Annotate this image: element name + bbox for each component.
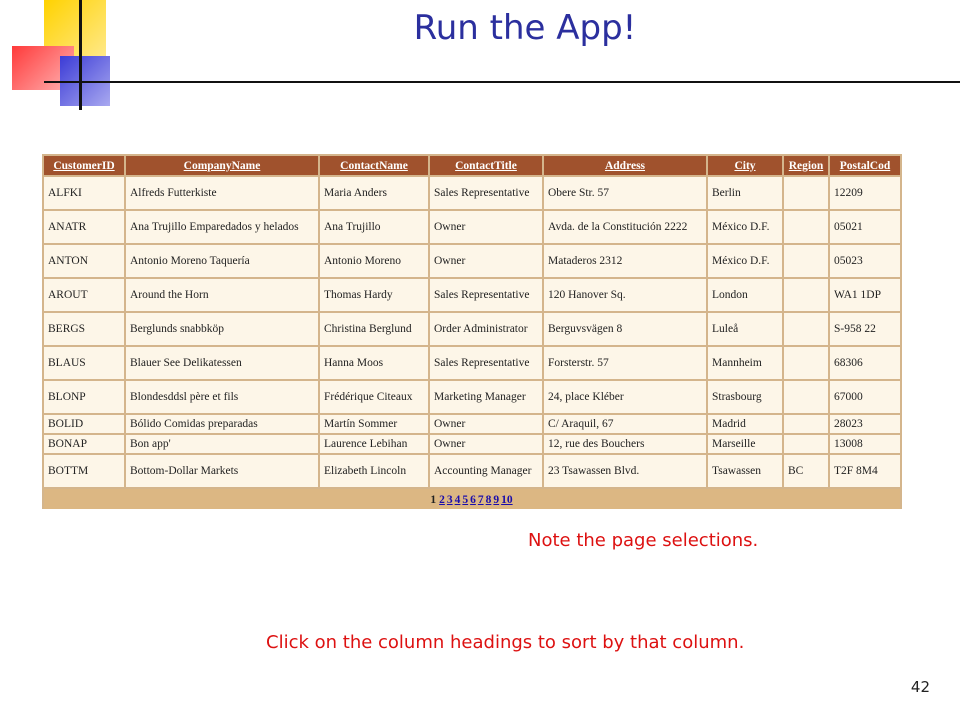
pager-link-page[interactable]: 6 [470, 494, 476, 506]
cell-contactname: Martín Sommer [320, 415, 428, 433]
cell-companyname: Blondesddsl père et fils [126, 381, 318, 413]
pager-link-page[interactable]: 9 [493, 494, 500, 506]
cell-contactname: Hanna Moos [320, 347, 428, 379]
cell-customerid: BOLID [44, 415, 124, 433]
cell-customerid: ANTON [44, 245, 124, 277]
table-row [44, 455, 900, 487]
column-header-contactname[interactable]: ContactName [320, 156, 428, 175]
column-header-contacttitle[interactable]: ContactTitle [430, 156, 542, 175]
cell-contacttitle: Owner [430, 245, 542, 277]
cell-region: BC [784, 455, 828, 487]
cell-contacttitle: Owner [430, 415, 542, 433]
cell-city: México D.F. [708, 211, 782, 243]
cell-companyname: Around the Horn [126, 279, 318, 311]
cell-contacttitle: Accounting Manager [430, 455, 542, 487]
cell-postalcod: 05023 [830, 245, 900, 277]
cell-postalcod: T2F 8M4 [830, 455, 900, 487]
cell-region [784, 381, 828, 413]
cell-customerid: ANATR [44, 211, 124, 243]
cell-companyname: Ana Trujillo Emparedados y helados [126, 211, 318, 243]
cell-contacttitle: Owner [430, 211, 542, 243]
cell-contactname: Frédérique Citeaux [320, 381, 428, 413]
cell-region [784, 415, 828, 433]
cell-address: Forsterstr. 57 [544, 347, 706, 379]
cell-contacttitle: Owner [430, 435, 542, 453]
cell-address: Obere Str. 57 [544, 177, 706, 209]
table-row [44, 177, 900, 209]
cell-address: Mataderos 2312 [544, 245, 706, 277]
cell-city: México D.F. [708, 245, 782, 277]
pager-link-page[interactable]: 10 [501, 494, 513, 506]
cell-region [784, 279, 828, 311]
table-row [44, 313, 900, 345]
cell-region [784, 245, 828, 277]
cell-city: Berlin [708, 177, 782, 209]
column-header-address[interactable]: Address [544, 156, 706, 175]
cell-customerid: BLAUS [44, 347, 124, 379]
cell-customerid: BLONP [44, 381, 124, 413]
cell-contacttitle: Sales Representative [430, 347, 542, 379]
table-row [44, 415, 900, 433]
note-page-selections: Note the page selections. [528, 530, 759, 551]
cell-contacttitle: Sales Representative [430, 279, 542, 311]
pager-link-page[interactable]: 7 [477, 494, 484, 506]
pager-row [44, 489, 900, 509]
cell-contacttitle: Sales Representative [430, 177, 542, 209]
column-header-customerid[interactable]: CustomerID [44, 156, 124, 175]
cell-contactname: Antonio Moreno [320, 245, 428, 277]
title-divider [44, 81, 960, 83]
cell-contacttitle: Order Administrator [430, 313, 542, 345]
cell-postalcod: 12209 [830, 177, 900, 209]
table-row [44, 435, 900, 453]
cell-region [784, 347, 828, 379]
cell-region [784, 177, 828, 209]
pager-link-page[interactable]: 2 [439, 494, 445, 506]
cell-contactname: Laurence Lebihan [320, 435, 428, 453]
cell-city: Luleå [708, 313, 782, 345]
pager-link-page[interactable]: 5 [462, 494, 469, 506]
cell-contacttitle: Marketing Manager [430, 381, 542, 413]
pager-link-page[interactable]: 3 [446, 494, 453, 506]
column-header-region[interactable]: Region [784, 156, 828, 175]
customer-grid [42, 154, 921, 509]
pager-link-page[interactable]: 4 [454, 494, 461, 506]
cell-region [784, 211, 828, 243]
cell-customerid: BERGS [44, 313, 124, 345]
cell-address: Avda. de la Constitución 2222 [544, 211, 706, 243]
cell-city: Madrid [708, 415, 782, 433]
cell-address: Berguvsvägen 8 [544, 313, 706, 345]
table-row [44, 211, 900, 243]
cell-companyname: Antonio Moreno Taquería [126, 245, 318, 277]
cell-address: 12, rue des Bouchers [544, 435, 706, 453]
cell-city: London [708, 279, 782, 311]
note-column-sorting: Click on the column headings to sort by that column. [266, 632, 745, 653]
table-body [44, 177, 900, 509]
column-header-city[interactable]: City [708, 156, 782, 175]
cell-companyname: Blauer See Delikatessen [126, 347, 318, 379]
cell-postalcod: S-958 22 [830, 313, 900, 345]
pager-link-page[interactable]: 8 [485, 494, 492, 506]
slide-page-number: 42 [910, 678, 930, 696]
cell-city: Tsawassen [708, 455, 782, 487]
cell-address: C/ Araquil, 67 [544, 415, 706, 433]
cell-contactname: Thomas Hardy [320, 279, 428, 311]
cell-customerid: AROUT [44, 279, 124, 311]
cell-contactname: Christina Berglund [320, 313, 428, 345]
cell-city: Mannheim [708, 347, 782, 379]
cell-city: Strasbourg [708, 381, 782, 413]
cell-contactname: Elizabeth Lincoln [320, 455, 428, 487]
cell-postalcod: WA1 1DP [830, 279, 900, 311]
cell-region [784, 313, 828, 345]
cell-postalcod: 67000 [830, 381, 900, 413]
cell-customerid: ALFKI [44, 177, 124, 209]
cell-companyname: Berglunds snabbköp [126, 313, 318, 345]
cell-city: Marseille [708, 435, 782, 453]
table-header-row [44, 156, 900, 175]
pager-current-page: 1 [430, 494, 437, 506]
cell-postalcod: 13008 [830, 435, 900, 453]
cell-address: 24, place Kléber [544, 381, 706, 413]
table-row [44, 245, 900, 277]
cell-companyname: Bólido Comidas preparadas [126, 415, 318, 433]
cell-companyname: Alfreds Futterkiste [126, 177, 318, 209]
cell-companyname: Bon app' [126, 435, 318, 453]
cell-address: 23 Tsawassen Blvd. [544, 455, 706, 487]
cell-address: 120 Hanover Sq. [544, 279, 706, 311]
pager [44, 489, 900, 509]
cell-contactname: Ana Trujillo [320, 211, 428, 243]
cell-postalcod: 28023 [830, 415, 900, 433]
column-header-postalcod[interactable]: PostalCod [830, 156, 900, 175]
table-row [44, 347, 900, 379]
slide-title: Run the App! [413, 8, 637, 48]
cell-customerid: BOTTM [44, 455, 124, 487]
cell-contactname: Maria Anders [320, 177, 428, 209]
cell-region [784, 435, 828, 453]
cell-customerid: BONAP [44, 435, 124, 453]
table-row [44, 279, 900, 311]
cell-companyname: Bottom-Dollar Markets [126, 455, 318, 487]
column-header-companyname[interactable]: CompanyName [126, 156, 318, 175]
table-row [44, 381, 900, 413]
customer-table [42, 154, 902, 509]
cell-postalcod: 05021 [830, 211, 900, 243]
cell-postalcod: 68306 [830, 347, 900, 379]
